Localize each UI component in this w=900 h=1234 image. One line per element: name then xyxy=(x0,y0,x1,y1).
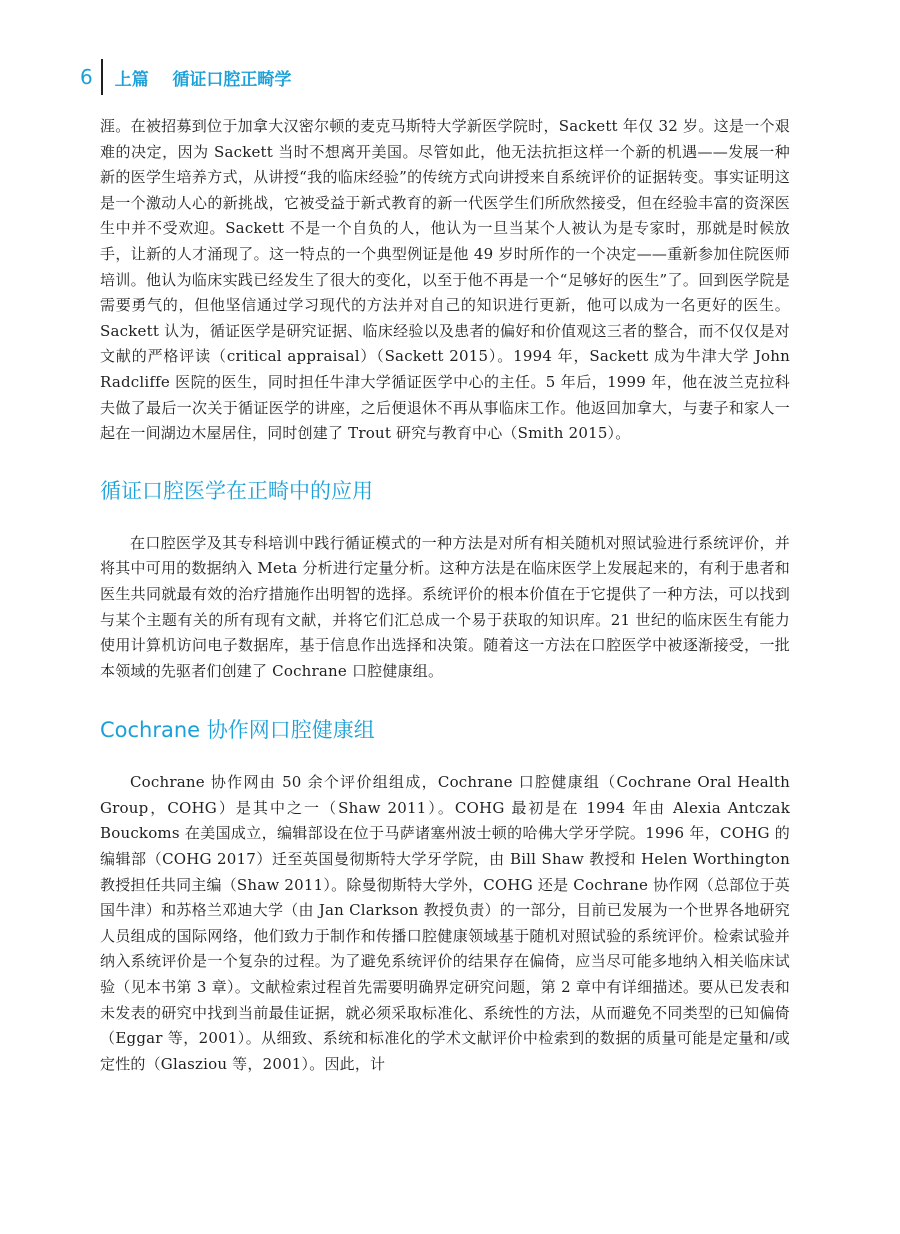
section-heading-cochrane: Cochrane 协作网口腔健康组 xyxy=(100,718,375,743)
running-header xyxy=(80,58,291,96)
paragraph-cochrane-group: Cochrane 协作网由 50 余个评价组组成，Cochrane 口腔健康组（Cochrane Oral Health Group，COHG）是其中之一（Shaw 2011）。COHG 最初是在 1994 年由 Alexia Antczak Bouckoms 在美国成立，编辑部设在位于马萨诸塞州波士顿的哈佛大学牙学院。1996 年，COHG 的编辑部（COHG 2017）迁至英国曼彻斯特大学牙学院，由 Bill Shaw 教授和 Helen Worthington 教授担任共同主编（Shaw 2011）。除曼彻斯特大学外，COHG 还是 Cochrane 协作网（总部位于英国牛津）和苏格兰邓迪大学（由 Jan Clarkson 教授负责）的一部分，目前已发展为一个世界各地研究人员组成的国际网络，他们致力于制作和传播口腔健康领域基于随机对照试验的系统评价。检索试验并纳入系统评价是一个复杂的过程。为了避免系统评价的结果存在偏倚，应当尽可能多地纳入相关临床试验（见本书第 3 章）。文献检索过程首先需要明确界定研究问题，第 2 章中有详细描述。要从已发表和未发表的研究中找到当前最佳证据，就必须采取标准化、系统性的方法，从而避免不同类型的已知偏倚（Eggar 等，2001）。从细致、系统和标准化的学术文献评价中检索到的数据的质量可能是定量和/或定性的（Glasziou 等，2001）。因此，计 xyxy=(100,773,790,1073)
running-title: 上篇 循证口腔正畸学 xyxy=(114,69,292,90)
paragraph-systematic-review: 在口腔医学及其专科培训中践行循证模式的一种方法是对所有相关随机对照试验进行系统评价，并将其中可用的数据纳入 Meta 分析进行定量分析。这种方法是在临床医学上发展起来的，有利于患者和医生共同就最有效的治疗措施作出明智的选择。系统评价的根本价值在于它提供了一种方法，可以找到与某个主题有关的所有现有文献，并将它们汇总成一个易于获取的知识库。21 世纪的临床医生有能力使用计算机访问电子数据库，基于信息作出选择和决策。随着这一方法在口腔医学中被逐渐接受，一批本领域的先驱者们创建了 Cochrane 口腔健康组。 xyxy=(100,533,790,680)
page-body xyxy=(100,114,790,1077)
section-heading-orthodontics: 循证口腔医学在正畸中的应用 xyxy=(100,478,373,503)
header-divider xyxy=(101,59,103,95)
paragraph-sackett-biography: 涯。在被招募到位于加拿大汉密尔顿的麦克马斯特大学新医学院时，Sackett 年仅 32 岁。这是一个艰难的决定，因为 Sackett 当时不想离开美国。尽管如此，他无法抗拒这样一个新的机遇——发展一种新的医学生培养方式，从讲授“我的临床经验”的传统方式向讲授来自系统评价的证据转变。事实证明这是一个激动人心的新挑战，它被受益于新式教育的新一代医学生们所欣然接受，但在经验丰富的资深医生中并不受欢迎。Sackett 不是一个自负的人，他认为一旦当某个人被认为是专家时，那就是时候放手，让新的人才涌现了。这一特点的一个典型例证是他 49 岁时所作的一个决定——重新参加住院医师培训。他认为临床实践已经发生了很大的变化，以至于他不再是一个“足够好的医生”了。回到医学院是需要勇气的，但他坚信通过学习现代的方法并对自己的知识进行更新，他可以成为一名更好的医生。Sackett 认为，循证医学是研究证据、临床经验以及患者的偏好和价值观这三者的整合，而不仅仅是对文献的严格评读（critical appraisal）（Sackett 2015）。1994 年，Sackett 成为牛津大学 John Radcliffe 医院的医生，同时担任牛津大学循证医学中心的主任。5 年后，1999 年，他在波兰克拉科夫做了最后一次关于循证医学的讲座，之后便退休不再从事临床工作。他返回加拿大，与妻子和家人一起在一间湖边木屋居住，同时创建了 Trout 研究与教育中心（Smith 2015）。 xyxy=(100,117,790,443)
page-number: 6 xyxy=(80,65,93,89)
